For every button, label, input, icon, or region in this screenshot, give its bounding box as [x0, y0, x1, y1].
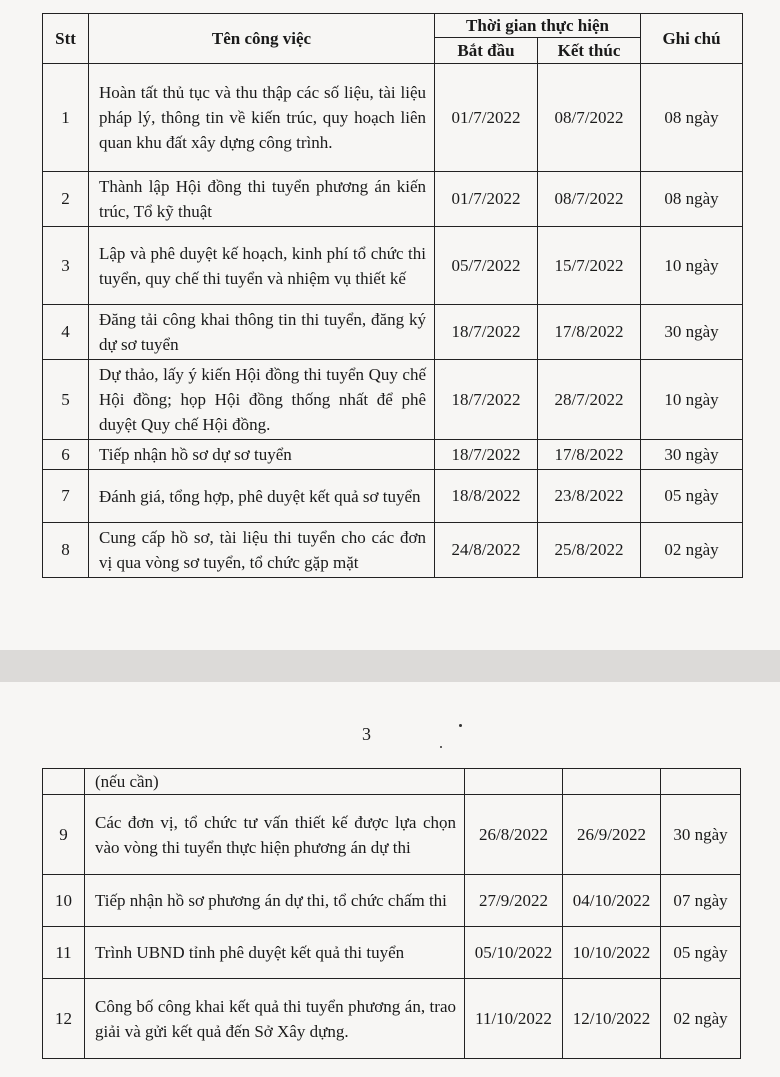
cell-end: 17/8/2022	[538, 440, 641, 470]
header-start: Bắt đầu	[435, 38, 538, 64]
cell-end: 28/7/2022	[538, 360, 641, 440]
table-row	[43, 440, 743, 470]
cell-task: Lập và phê duyệt kế hoạch, kinh phí tổ chức thi tuyển, quy chế thi tuyển và nhiệm vụ thiết kế	[89, 227, 435, 305]
table-row	[43, 64, 743, 172]
cell-start: 26/8/2022	[465, 795, 563, 875]
table-row	[43, 979, 741, 1059]
cell-note: 05 ngày	[661, 927, 741, 979]
cell-end: 10/10/2022	[563, 927, 661, 979]
table-row	[43, 305, 743, 360]
header-timeframe: Thời gian thực hiện	[435, 14, 641, 38]
scan-speck	[440, 746, 442, 748]
cell-start: 18/8/2022	[435, 470, 538, 523]
cell-note: 30 ngày	[641, 440, 743, 470]
cell-stt	[43, 769, 85, 795]
cell-end: 08/7/2022	[538, 172, 641, 227]
cell-stt: 9	[43, 795, 85, 875]
cell-stt: 8	[43, 523, 89, 578]
page-gap	[0, 650, 780, 682]
cell-task-continuation: (nếu cần)	[85, 769, 465, 795]
cell-start: 01/7/2022	[435, 64, 538, 172]
header-end: Kết thúc	[538, 38, 641, 64]
page-number: 3	[362, 724, 371, 744]
cell-end: 08/7/2022	[538, 64, 641, 172]
scan-speck	[459, 724, 462, 727]
cell-task: Cung cấp hồ sơ, tài liệu thi tuyển cho các đơn vị qua vòng sơ tuyển, tổ chức gặp mặt	[89, 523, 435, 578]
cell-note: 10 ngày	[641, 360, 743, 440]
cell-start: 27/9/2022	[465, 875, 563, 927]
cell-start: 05/7/2022	[435, 227, 538, 305]
table-row	[43, 470, 743, 523]
cell-stt: 3	[43, 227, 89, 305]
header-task: Tên công việc	[89, 14, 435, 64]
cell-end: 15/7/2022	[538, 227, 641, 305]
cell-note: 30 ngày	[641, 305, 743, 360]
table-row	[43, 172, 743, 227]
cell-note	[661, 769, 741, 795]
cell-task: Hoàn tất thủ tục và thu thập các số liệu, tài liệu pháp lý, thông tin về kiến trúc, quy hoạch liên quan khu đất xây dựng công trình.	[89, 64, 435, 172]
cell-note: 05 ngày	[641, 470, 743, 523]
cell-note: 08 ngày	[641, 172, 743, 227]
cell-stt: 1	[43, 64, 89, 172]
table-row	[43, 360, 743, 440]
table-row-continuation	[43, 769, 741, 795]
cell-stt: 5	[43, 360, 89, 440]
cell-end: 25/8/2022	[538, 523, 641, 578]
cell-task: Đăng tải công khai thông tin thi tuyển, đăng ký dự sơ tuyển	[89, 305, 435, 360]
cell-note: 07 ngày	[661, 875, 741, 927]
cell-task: Tiếp nhận hồ sơ dự sơ tuyển	[89, 440, 435, 470]
cell-start: 11/10/2022	[465, 979, 563, 1059]
cell-start: 24/8/2022	[435, 523, 538, 578]
cell-stt: 12	[43, 979, 85, 1059]
cell-start: 01/7/2022	[435, 172, 538, 227]
table-row	[43, 875, 741, 927]
cell-task: Công bố công khai kết quả thi tuyển phương án, trao giải và gửi kết quả đến Sở Xây dựng.	[85, 979, 465, 1059]
cell-stt: 2	[43, 172, 89, 227]
cell-task: Trình UBND tỉnh phê duyệt kết quả thi tuyển	[85, 927, 465, 979]
table-body-part2	[43, 769, 741, 1059]
schedule-table-part2	[42, 768, 741, 1059]
cell-task: Thành lập Hội đồng thi tuyển phương án kiến trúc, Tổ kỹ thuật	[89, 172, 435, 227]
cell-end: 23/8/2022	[538, 470, 641, 523]
table-row	[43, 795, 741, 875]
cell-end: 26/9/2022	[563, 795, 661, 875]
cell-start: 05/10/2022	[465, 927, 563, 979]
cell-stt: 11	[43, 927, 85, 979]
table-row	[43, 927, 741, 979]
cell-stt: 10	[43, 875, 85, 927]
cell-note: 30 ngày	[661, 795, 741, 875]
cell-stt: 4	[43, 305, 89, 360]
cell-note: 10 ngày	[641, 227, 743, 305]
cell-note: 08 ngày	[641, 64, 743, 172]
header-note: Ghi chú	[641, 14, 743, 64]
cell-end: 12/10/2022	[563, 979, 661, 1059]
cell-end: 04/10/2022	[563, 875, 661, 927]
cell-note: 02 ngày	[661, 979, 741, 1059]
cell-start: 18/7/2022	[435, 360, 538, 440]
schedule-table-part1	[42, 13, 743, 578]
table-row	[43, 227, 743, 305]
cell-start: 18/7/2022	[435, 440, 538, 470]
cell-note: 02 ngày	[641, 523, 743, 578]
table-body-part1	[43, 64, 743, 578]
cell-task: Các đơn vị, tổ chức tư vấn thiết kế được lựa chọn vào vòng thi tuyển thực hiện phương án dự thi	[85, 795, 465, 875]
cell-end	[563, 769, 661, 795]
cell-stt: 6	[43, 440, 89, 470]
table-row	[43, 523, 743, 578]
cell-end: 17/8/2022	[538, 305, 641, 360]
header-stt: Stt	[43, 14, 89, 64]
cell-task: Dự thảo, lấy ý kiến Hội đồng thi tuyển Quy chế Hội đồng; họp Hội đồng thống nhất để phê duyệt Quy chế Hội đồng.	[89, 360, 435, 440]
cell-task: Đánh giá, tổng hợp, phê duyệt kết quả sơ tuyển	[89, 470, 435, 523]
cell-task: Tiếp nhận hồ sơ phương án dự thi, tổ chức chấm thi	[85, 875, 465, 927]
cell-stt: 7	[43, 470, 89, 523]
cell-start: 18/7/2022	[435, 305, 538, 360]
cell-start	[465, 769, 563, 795]
